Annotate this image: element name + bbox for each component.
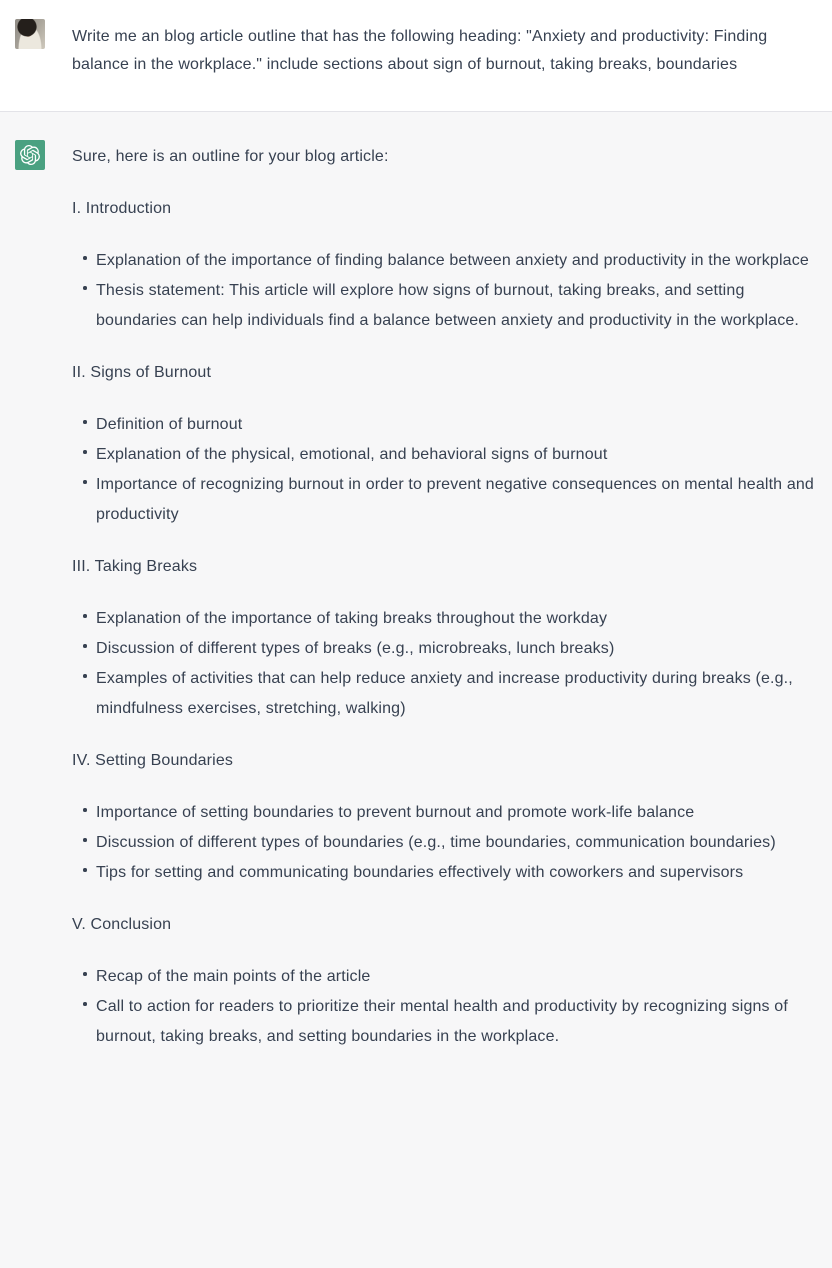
outline-bullet-item [96, 858, 820, 888]
assistant-message-content [72, 140, 820, 1074]
user-avatar-column [15, 19, 45, 79]
assistant-message-row [0, 112, 832, 1082]
outline-bullet-item [96, 634, 820, 664]
bullet-dot-icon [83, 450, 87, 454]
outline-bullet-item [96, 828, 820, 858]
outline-section-heading: V. Conclusion [72, 916, 172, 933]
user-avatar [15, 19, 45, 49]
outline-bullet-item [96, 470, 820, 530]
user-message-text: Write me an blog article outline that has the following heading: "Anxiety and productivity: Finding balance in the workplace." include sections about sign of burnout, taking breaks, boundaries [72, 28, 772, 73]
outline-bullet-text: Importance of recognizing burnout in order to prevent negative consequences on mental health and productivity [96, 476, 814, 523]
bullet-dot-icon [83, 644, 87, 648]
user-message-row [0, 0, 832, 112]
bullet-dot-icon [83, 838, 87, 842]
outline-section [72, 552, 820, 724]
outline-bullet-item [96, 410, 820, 440]
outline-section [72, 194, 820, 336]
outline-bullet-text: Thesis statement: This article will explore how signs of burnout, taking breaks, and setting boundaries can help individuals find a balance between anxiety and productivity in the workplace. [96, 282, 799, 329]
outline-bullet-item [96, 664, 820, 724]
user-message-content [72, 19, 820, 79]
outline-section-heading: III. Taking Breaks [72, 558, 198, 575]
outline-bullet-text: Discussion of different types of breaks (e.g., microbreaks, lunch breaks) [96, 640, 615, 657]
bullet-dot-icon [83, 808, 87, 812]
outline-bullet-text: Call to action for readers to prioritize their mental health and productivity by recognizing signs of burnout, taking breaks, and setting boundaries in the workplace. [96, 998, 788, 1045]
outline-bullet-text: Examples of activities that can help reduce anxiety and increase productivity during breaks (e.g., mindfulness exercises, stretching, walking) [96, 670, 793, 717]
outline-bullet-list [72, 962, 820, 1052]
assistant-avatar-column [15, 140, 45, 1074]
assistant-intro: Sure, here is an outline for your blog article: [72, 148, 389, 165]
outline-section [72, 910, 820, 1052]
outline-bullet-list [72, 410, 820, 530]
bullet-dot-icon [83, 868, 87, 872]
outline-bullet-text: Discussion of different types of boundaries (e.g., time boundaries, communication boundaries) [96, 834, 776, 851]
outline-section [72, 746, 820, 888]
outline-bullet-text: Explanation of the importance of finding balance between anxiety and productivity in the workplace [96, 252, 809, 269]
bullet-dot-icon [83, 972, 87, 976]
outline-bullet-text: Explanation of the physical, emotional, and behavioral signs of burnout [96, 446, 608, 463]
bullet-dot-icon [83, 1002, 87, 1006]
outline-bullet-text: Tips for setting and communicating boundaries effectively with coworkers and supervisors [96, 864, 744, 881]
bullet-dot-icon [83, 420, 87, 424]
outline-section-heading: I. Introduction [72, 200, 172, 217]
outline-bullet-text: Definition of burnout [96, 416, 243, 433]
outline-bullet-text: Recap of the main points of the article [96, 968, 371, 985]
outline-section [72, 358, 820, 530]
outline-bullet-text: Importance of setting boundaries to prevent burnout and promote work-life balance [96, 804, 695, 821]
outline-bullet-item [96, 246, 820, 276]
outline-section-heading: II. Signs of Burnout [72, 364, 212, 381]
outline-bullet-item [96, 992, 820, 1052]
outline-bullet-item [96, 440, 820, 470]
bullet-dot-icon [83, 674, 87, 678]
outline-section-heading: IV. Setting Boundaries [72, 752, 234, 769]
bullet-dot-icon [83, 480, 87, 484]
outline-bullet-list [72, 604, 820, 724]
bullet-dot-icon [83, 614, 87, 618]
openai-logo-icon [15, 140, 45, 170]
outline-sections [72, 194, 820, 1052]
outline-bullet-list [72, 798, 820, 888]
outline-bullet-list [72, 246, 820, 336]
bullet-dot-icon [83, 256, 87, 260]
outline-bullet-item [96, 276, 820, 336]
outline-bullet-item [96, 604, 820, 634]
outline-bullet-text: Explanation of the importance of taking breaks throughout the workday [96, 610, 608, 627]
outline-bullet-item [96, 962, 820, 992]
outline-bullet-item [96, 798, 820, 828]
bullet-dot-icon [83, 286, 87, 290]
